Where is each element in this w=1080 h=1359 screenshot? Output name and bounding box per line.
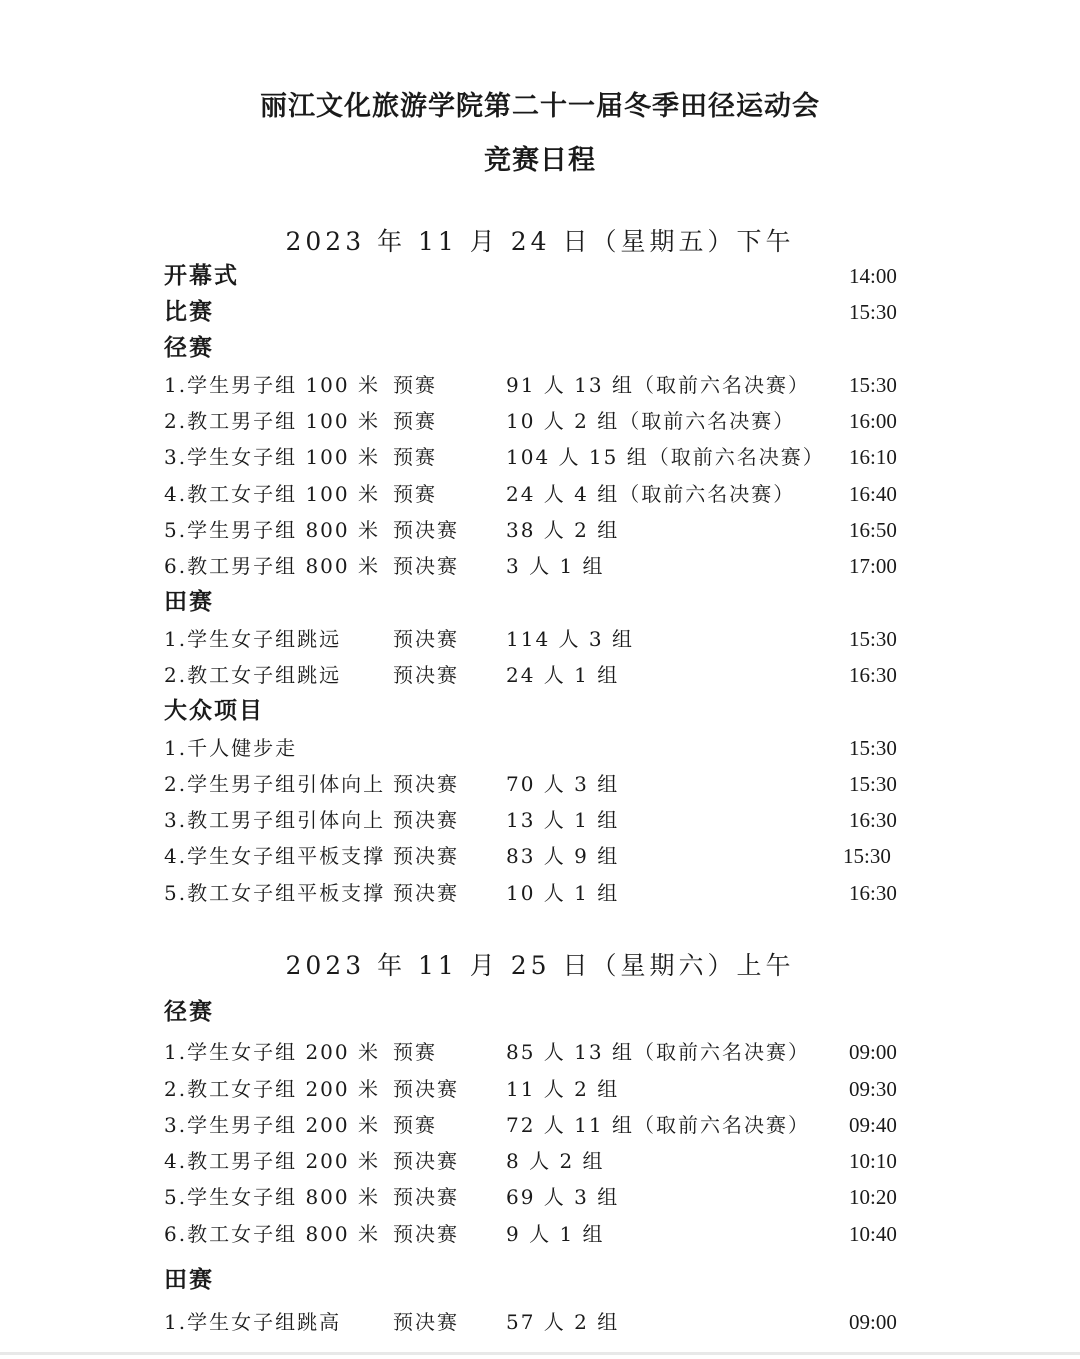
- schedule-row: [0, 767, 1080, 801]
- event-name: 3.学生男子组 200 米: [164, 1113, 380, 1137]
- event-info: 13 人 1 组: [506, 808, 620, 832]
- competition-label: 比赛: [164, 299, 214, 325]
- event-stage: 预决赛: [393, 1149, 459, 1173]
- event-info: 85 人 13 组（取前六名决赛）: [506, 1040, 810, 1064]
- event-time: 17:00: [849, 554, 897, 578]
- day1-mass-heading: 大众项目: [164, 698, 264, 724]
- event-time: 16:50: [849, 518, 897, 542]
- schedule-row: [0, 731, 1080, 765]
- event-name: 1.千人健步走: [164, 736, 298, 760]
- event-stage: 预决赛: [393, 663, 459, 687]
- page-bottom-edge: [0, 1352, 1080, 1355]
- event-stage: 预决赛: [393, 772, 459, 796]
- event-info: 114 人 3 组: [506, 627, 634, 651]
- event-info: 57 人 2 组: [506, 1310, 620, 1334]
- event-stage: 预赛: [393, 482, 437, 506]
- event-time: 16:40: [849, 482, 897, 506]
- event-stage: 预决赛: [393, 808, 459, 832]
- schedule-row: [0, 513, 1080, 547]
- event-time: 15:30: [849, 373, 897, 397]
- schedule-row: [0, 876, 1080, 910]
- event-stage: 预决赛: [393, 554, 459, 578]
- event-info: 8 人 2 组: [506, 1149, 605, 1173]
- event-name: 1.学生男子组 100 米: [164, 373, 380, 397]
- schedule-row: [0, 803, 1080, 837]
- event-time: 16:10: [849, 445, 897, 469]
- event-stage: 预决赛: [393, 1185, 459, 1209]
- event-name: 5.教工女子组平板支撑: [164, 881, 386, 905]
- event-stage: 预赛: [393, 1113, 437, 1137]
- opening-time: 14:00: [849, 264, 897, 288]
- event-time: 10:20: [849, 1185, 897, 1209]
- event-time: 16:00: [849, 409, 897, 433]
- schedule-row: [0, 549, 1080, 583]
- schedule-row: [0, 404, 1080, 438]
- day1-date: 2023 年 11 月 24 日（星期五）下午: [285, 227, 795, 256]
- event-stage: 预决赛: [393, 627, 459, 651]
- event-info: 104 人 15 组（取前六名决赛）: [506, 445, 825, 469]
- day1-field-heading: 田赛: [164, 589, 214, 615]
- schedule-row: [0, 622, 1080, 656]
- event-info: 24 人 1 组: [506, 663, 620, 687]
- schedule-row: [0, 1217, 1080, 1251]
- event-info: 10 人 1 组: [506, 881, 620, 905]
- day2-field-heading: 田赛: [164, 1267, 214, 1293]
- event-stage: 预赛: [393, 445, 437, 469]
- schedule-row: [0, 1305, 1080, 1339]
- schedule-row: [0, 1035, 1080, 1069]
- schedule-row: [0, 1144, 1080, 1178]
- event-stage: 预决赛: [393, 518, 459, 542]
- event-time: 10:10: [849, 1149, 897, 1173]
- event-info: 91 人 13 组（取前六名决赛）: [506, 373, 810, 397]
- event-time: 15:30: [849, 736, 897, 760]
- event-info: 11 人 2 组: [506, 1077, 620, 1101]
- event-name: 6.教工男子组 800 米: [164, 554, 380, 578]
- event-name: 2.教工男子组 100 米: [164, 409, 380, 433]
- event-stage: 预决赛: [393, 881, 459, 905]
- event-name: 2.教工女子组跳远: [164, 663, 342, 687]
- day2-date: 2023 年 11 月 25 日（星期六）上午: [285, 951, 795, 980]
- event-stage: 预赛: [393, 1040, 437, 1064]
- day1-track-heading: 径赛: [164, 335, 214, 361]
- event-time: 09:30: [849, 1077, 897, 1101]
- event-info: 3 人 1 组: [506, 554, 605, 578]
- day2-track-heading: 径赛: [164, 999, 214, 1025]
- schedule-row: [0, 1108, 1080, 1142]
- event-time: 09:00: [849, 1040, 897, 1064]
- event-info: 9 人 1 组: [506, 1222, 605, 1246]
- opening-label: 开幕式: [164, 263, 239, 289]
- event-name: 1.学生女子组跳高: [164, 1310, 342, 1334]
- competition-time: 15:30: [849, 300, 897, 324]
- event-info: 10 人 2 组（取前六名决赛）: [506, 409, 796, 433]
- event-stage: 预决赛: [393, 1077, 459, 1101]
- document-subtitle: 竞赛日程: [484, 145, 596, 176]
- event-name: 1.学生女子组跳远: [164, 627, 342, 651]
- event-name: 4.学生女子组平板支撑: [164, 844, 386, 868]
- schedule-row: [0, 839, 1080, 873]
- schedule-row: [0, 477, 1080, 511]
- event-name: 4.教工女子组 100 米: [164, 482, 380, 506]
- event-stage: 预决赛: [393, 1222, 459, 1246]
- event-info: 69 人 3 组: [506, 1185, 620, 1209]
- event-stage: 预赛: [393, 409, 437, 433]
- event-time: 10:40: [849, 1222, 897, 1246]
- schedule-row: [0, 1180, 1080, 1214]
- event-info: 38 人 2 组: [506, 518, 620, 542]
- event-name: 3.学生女子组 100 米: [164, 445, 380, 469]
- event-name: 2.学生男子组引体向上: [164, 772, 386, 796]
- event-name: 3.教工男子组引体向上: [164, 808, 386, 832]
- schedule-row: [0, 1072, 1080, 1106]
- event-time: 16:30: [849, 881, 897, 905]
- event-name: 5.学生男子组 800 米: [164, 518, 380, 542]
- event-time: 09:40: [849, 1113, 897, 1137]
- event-time: 15:30: [849, 772, 897, 796]
- event-name: 1.学生女子组 200 米: [164, 1040, 380, 1064]
- event-name: 6.教工女子组 800 米: [164, 1222, 380, 1246]
- event-name: 5.学生女子组 800 米: [164, 1185, 380, 1209]
- event-time: 15:30: [849, 627, 897, 651]
- event-info: 24 人 4 组（取前六名决赛）: [506, 482, 796, 506]
- event-name: 2.教工女子组 200 米: [164, 1077, 380, 1101]
- event-stage: 预赛: [393, 373, 437, 397]
- event-time: 16:30: [849, 808, 897, 832]
- event-time: 15:30: [843, 844, 891, 868]
- event-stage: 预决赛: [393, 1310, 459, 1334]
- document-title: 丽江文化旅游学院第二十一届冬季田径运动会: [260, 91, 820, 122]
- event-time: 16:30: [849, 663, 897, 687]
- event-info: 70 人 3 组: [506, 772, 620, 796]
- event-name: 4.教工男子组 200 米: [164, 1149, 380, 1173]
- schedule-row: [0, 658, 1080, 692]
- schedule-row: [0, 368, 1080, 402]
- event-info: 83 人 9 组: [506, 844, 620, 868]
- schedule-row: [0, 440, 1080, 474]
- event-stage: 预决赛: [393, 844, 459, 868]
- event-info: 72 人 11 组（取前六名决赛）: [506, 1113, 810, 1137]
- event-time: 09:00: [849, 1310, 897, 1334]
